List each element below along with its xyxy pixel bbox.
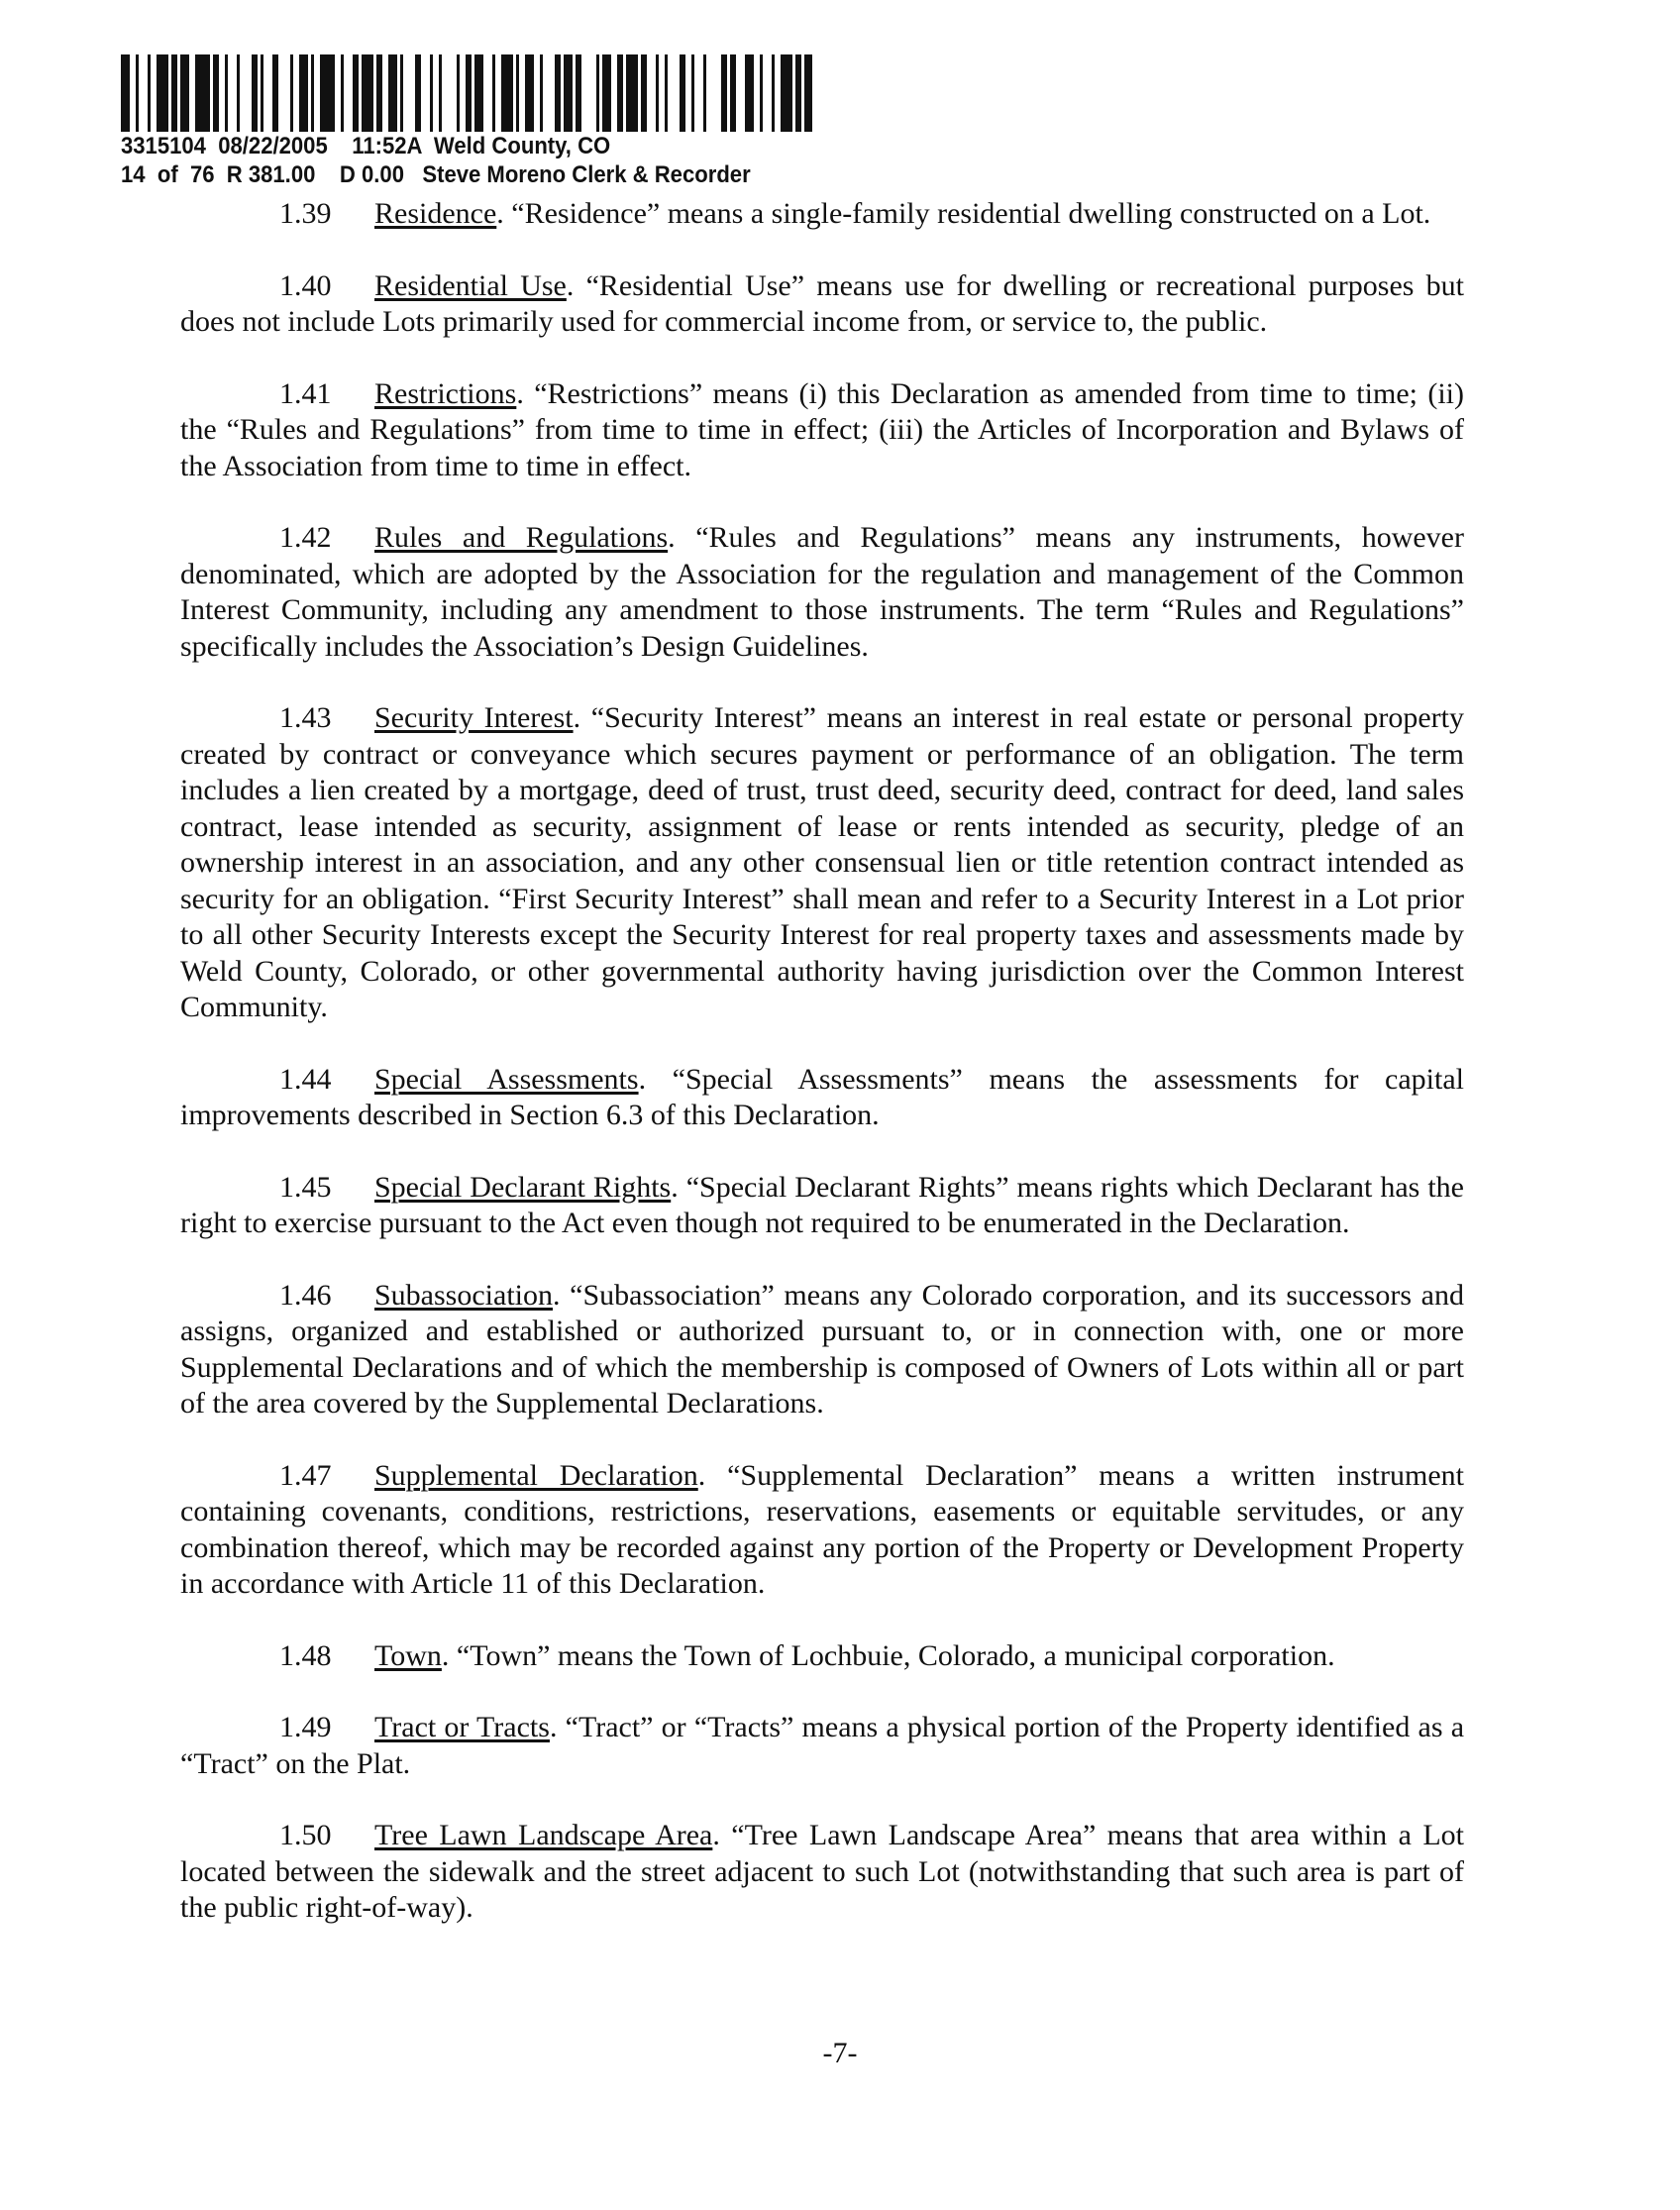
- definition-paragraph: [180, 268, 1464, 341]
- definition-text: . “Town” means the Town of Lochbuie, Colorado, a municipal corporation.: [441, 1638, 1335, 1672]
- defined-term: Special Assessments: [374, 1062, 639, 1096]
- definition-paragraph: [180, 1458, 1464, 1603]
- definition-paragraph: [180, 1062, 1464, 1134]
- section-number: 1.46: [279, 1278, 332, 1312]
- definition-paragraph: [180, 1818, 1464, 1927]
- section-number: 1.43: [279, 701, 332, 734]
- defined-term: Tract or Tracts: [374, 1711, 550, 1743]
- definition-text: . “Tract” or “Tracts” means a physical portion of the Property identified as a “Tract” on the Plat.: [180, 1711, 1465, 1780]
- section-number: 1.41: [279, 376, 332, 410]
- defined-term: Subassociation: [374, 1278, 553, 1312]
- defined-term: Tree Lawn Landscape Area: [374, 1819, 713, 1851]
- definition-text: . “Supplemental Declaration” means a written instrument containing covenants, conditions, restrictions, reservations, easements or equitable servitudes, or any combination thereof, which may be recorded against any portion of the Property or Development Property in accordance with Article 11 of this Declaration.: [180, 1458, 1464, 1600]
- recording-stamp-line-2: 14 of 76 R 381.00 D 0.00 Steve Moreno Clerk & Recorder: [121, 161, 751, 188]
- definition-paragraph: [180, 1278, 1464, 1422]
- section-number: 1.48: [279, 1638, 332, 1672]
- defined-term: Restrictions: [374, 376, 517, 410]
- section-number: 1.40: [279, 268, 332, 302]
- definition-text: . “Security Interest” means an interest in real estate or personal property created by contract or conveyance which secures payment or performance of an obligation. The term includes a lien created by a mortgage, deed of trust, trust deed, security deed, contract for deed, land sales contract, lease intended as security, assignment of lease or rents intended as security, pledge of an ownership interest in an association, and any other consensual lien or title retention contract intended as security for an obligation. “First Security Interest” shall mean and refer to a Security Interest in a Lot prior to all other Security Interests except the Security Interest for real property taxes and assessments made by Weld County, Colorado, or other governmental authority having jurisdiction over the Common Interest Community.: [180, 701, 1464, 1023]
- definition-text: . “Special Assessments” means the assessments for capital improvements described in Section 6.3 of this Declaration.: [180, 1062, 1464, 1131]
- definition-paragraph: [180, 196, 1464, 233]
- definition-text: . “Residential Use” means use for dwelling or recreational purposes but does not include Lots primarily used for commercial income from, or service to, the public.: [180, 268, 1464, 338]
- definition-text: . “Tree Lawn Landscape Area” means that area within a Lot located between the sidewalk and the street adjacent to such Lot (notwithstanding that such area is part of the public right-of-way).: [180, 1819, 1464, 1924]
- definition-text: . “Residence” means a single-family residential dwelling constructed on a Lot.: [496, 197, 1431, 230]
- recording-stamp-line-1: 3315104 08/22/2005 11:52A Weld County, CO: [121, 133, 611, 159]
- section-number: 1.44: [279, 1062, 332, 1096]
- definition-text: . “Special Declarant Rights” means rights which Declarant has the right to exercise pursuant to the Act even though not required to be enumerated in the Declaration.: [180, 1170, 1464, 1239]
- defined-term: Residence: [374, 197, 497, 230]
- definition-text: . “Restrictions” means (i) this Declaration as amended from time to time; (ii) the “Rules and Regulations” from time to time in effect; (iii) the Articles of Incorporation and Bylaws of the Association from time to time in effect.: [180, 376, 1464, 482]
- document-body: [180, 196, 1464, 1962]
- section-number: 1.49: [279, 1711, 332, 1743]
- defined-term: Security Interest: [374, 701, 574, 734]
- defined-term: Town: [374, 1638, 442, 1672]
- section-number: 1.50: [279, 1819, 332, 1851]
- definition-paragraph: [180, 376, 1464, 485]
- page-number: -7-: [822, 2037, 858, 2069]
- definition-paragraph: [180, 520, 1464, 665]
- section-number: 1.42: [279, 521, 332, 554]
- definition-paragraph: [180, 1710, 1464, 1782]
- definition-paragraph: [180, 700, 1464, 1026]
- definition-text: . “Rules and Regulations” means any instruments, however denominated, which are adopted by the Association for the regulation and management of the Common Interest Community, including any amendment to those instruments. The term “Rules and Regulations” specifically includes the Association’s Design Guidelines.: [180, 521, 1464, 663]
- recording-barcode: [121, 54, 812, 132]
- definition-text: . “Subassociation” means any Colorado corporation, and its successors and assigns, organized and established or authorized pursuant to, or in connection with, one or more Supplemental Declarations and of which the membership is composed of Owners of Lots within all or part of the area covered by the Supplemental Declarations.: [180, 1278, 1464, 1420]
- section-number: 1.39: [279, 197, 332, 230]
- section-number: 1.45: [279, 1170, 332, 1204]
- defined-term: Rules and Regulations: [374, 521, 669, 554]
- defined-term: Residential Use: [374, 268, 567, 302]
- definition-paragraph: [180, 1638, 1464, 1675]
- definition-paragraph: [180, 1170, 1464, 1242]
- defined-term: Special Declarant Rights: [374, 1170, 672, 1204]
- defined-term: Supplemental Declaration: [374, 1458, 698, 1492]
- section-number: 1.47: [279, 1458, 332, 1492]
